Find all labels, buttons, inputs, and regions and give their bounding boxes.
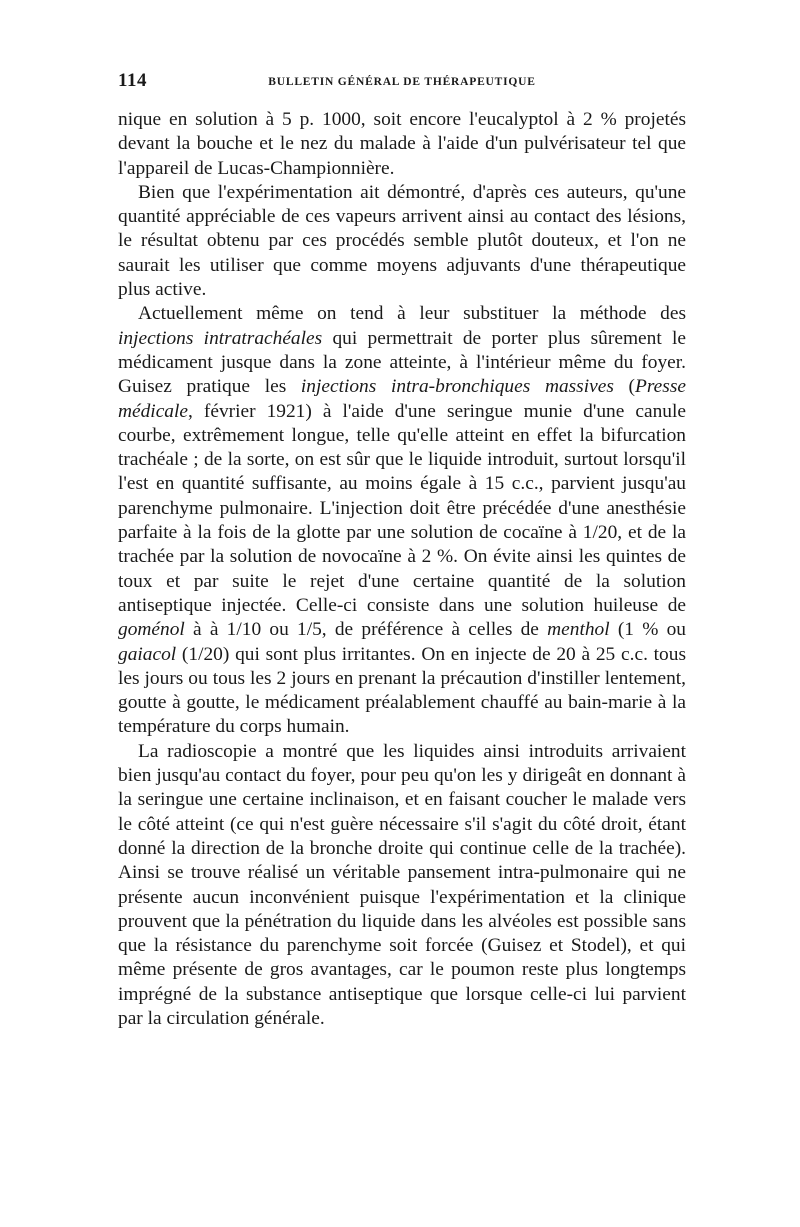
paragraph-text: , février 1921) à l'aide d'une seringue munie d'une canule courbe, extrêmement longue, telle qu'elle atteint en effet la bifurcation trachéale ; de la sorte, on est sûr que le liquide introduit, surtout lorsqu'il l'est en quantité suffisante, au moins égale à 15 c.c., parvient jusqu'au parenchyme pulmonaire. L'injection doit être précédée d'une anesthésie parfaite à la fois de la glotte par une solution de cocaïne à 1/20, et de la trachée par la solution de novocaïne à 2 %. On évite ainsi les quintes de toux et par suite le rejet d'une certaine quantité de la solution antiseptique injectée. Celle-ci consiste dans une solution huileuse de — [118, 400, 686, 616]
italic-term-menthol: menthol — [547, 619, 610, 641]
page-number: 114 — [118, 70, 147, 91]
body-text — [118, 108, 686, 1031]
italic-term-gaiacol: gaiacol — [118, 643, 177, 665]
running-head — [118, 64, 686, 98]
paragraph-text: (1/20) qui sont plus irritantes. On en injecte de 20 à 25 c.c. tous les jours ou tous les 2 jours en prenant la précaution d'instiller lentement, goutte à goutte, le médicament préalablement chauffé au bain-marie à la température du corps humain. — [118, 643, 686, 738]
italic-term-injections-intra-bronchiques: injections intra-bronchiques massives — [300, 376, 614, 398]
paragraph-text: (1 % ou — [609, 619, 687, 641]
book-page — [118, 64, 686, 1031]
paragraph-text: à à 1/10 ou 1/5, de préférence à celles de — [184, 619, 548, 641]
italic-term-gomenol: goménol — [118, 619, 185, 641]
italic-term-injections-intratracheales: injections intratrachéales — [118, 327, 323, 349]
paragraph-text: ( — [613, 376, 636, 398]
running-title: BULLETIN GÉNÉRAL DE THÉRAPEUTIQUE — [268, 76, 536, 88]
paragraph-text: Actuellement même on tend à leur substituer la méthode des — [138, 303, 686, 325]
paragraph-text: qui permettrait de porter plus sûrement le médicament jusque dans la zone atteinte, à l'intérieur même du foyer. Guisez pratique les — [118, 327, 686, 398]
paragraph-4 — [118, 740, 686, 1032]
paragraph-1 — [118, 108, 686, 181]
paragraph-3 — [118, 302, 686, 739]
paragraph-2 — [118, 181, 686, 302]
paragraph-text: La radioscopie a montré que les liquides ainsi introduits arrivaient bien jusqu'au contact du foyer, pour peu qu'on les y dirigeât en donnant à la seringue une certaine inclinaison, et en faisant coucher le malade vers le côté atteint (ce qui n'est guère nécessaire s'il s'agit du côté droit, étant donné la direction de la bronche droite qui continue celle de la trachée). Ainsi se trouve réalisé un véritable pansement intra-pulmonaire qui ne présente aucun inconvénient puisque l'expérimentation et la clinique prouvent que la pénétration du liquide dans les alvéoles est possible sans que la résistance du parenchyme soit forcée (Guisez et Stodel), et qui même présente de gros avantages, car le poumon reste plus longtemps imprégné de la substance antiseptique que lorsque celle-ci lui parvient par la circulation générale. — [118, 740, 686, 1029]
italic-citation-presse-medicale: Presse médicale — [118, 376, 686, 422]
paragraph-text: Bien que l'expérimentation ait démontré, d'après ces auteurs, qu'une quantité appréciable de ces vapeurs arrivent ainsi au contact des lésions, le résultat obtenu par ces procédés semble plutôt douteux, et l'on ne saurait les utiliser que comme moyens adjuvants d'une thérapeutique plus active. — [118, 181, 686, 301]
paragraph-text: nique en solution à 5 p. 1000, soit encore l'eucalyptol à 2 % projetés devant la bouche et le nez du malade à l'aide d'un pulvérisateur tel que l'appareil de Lucas-Championnière. — [118, 109, 686, 179]
